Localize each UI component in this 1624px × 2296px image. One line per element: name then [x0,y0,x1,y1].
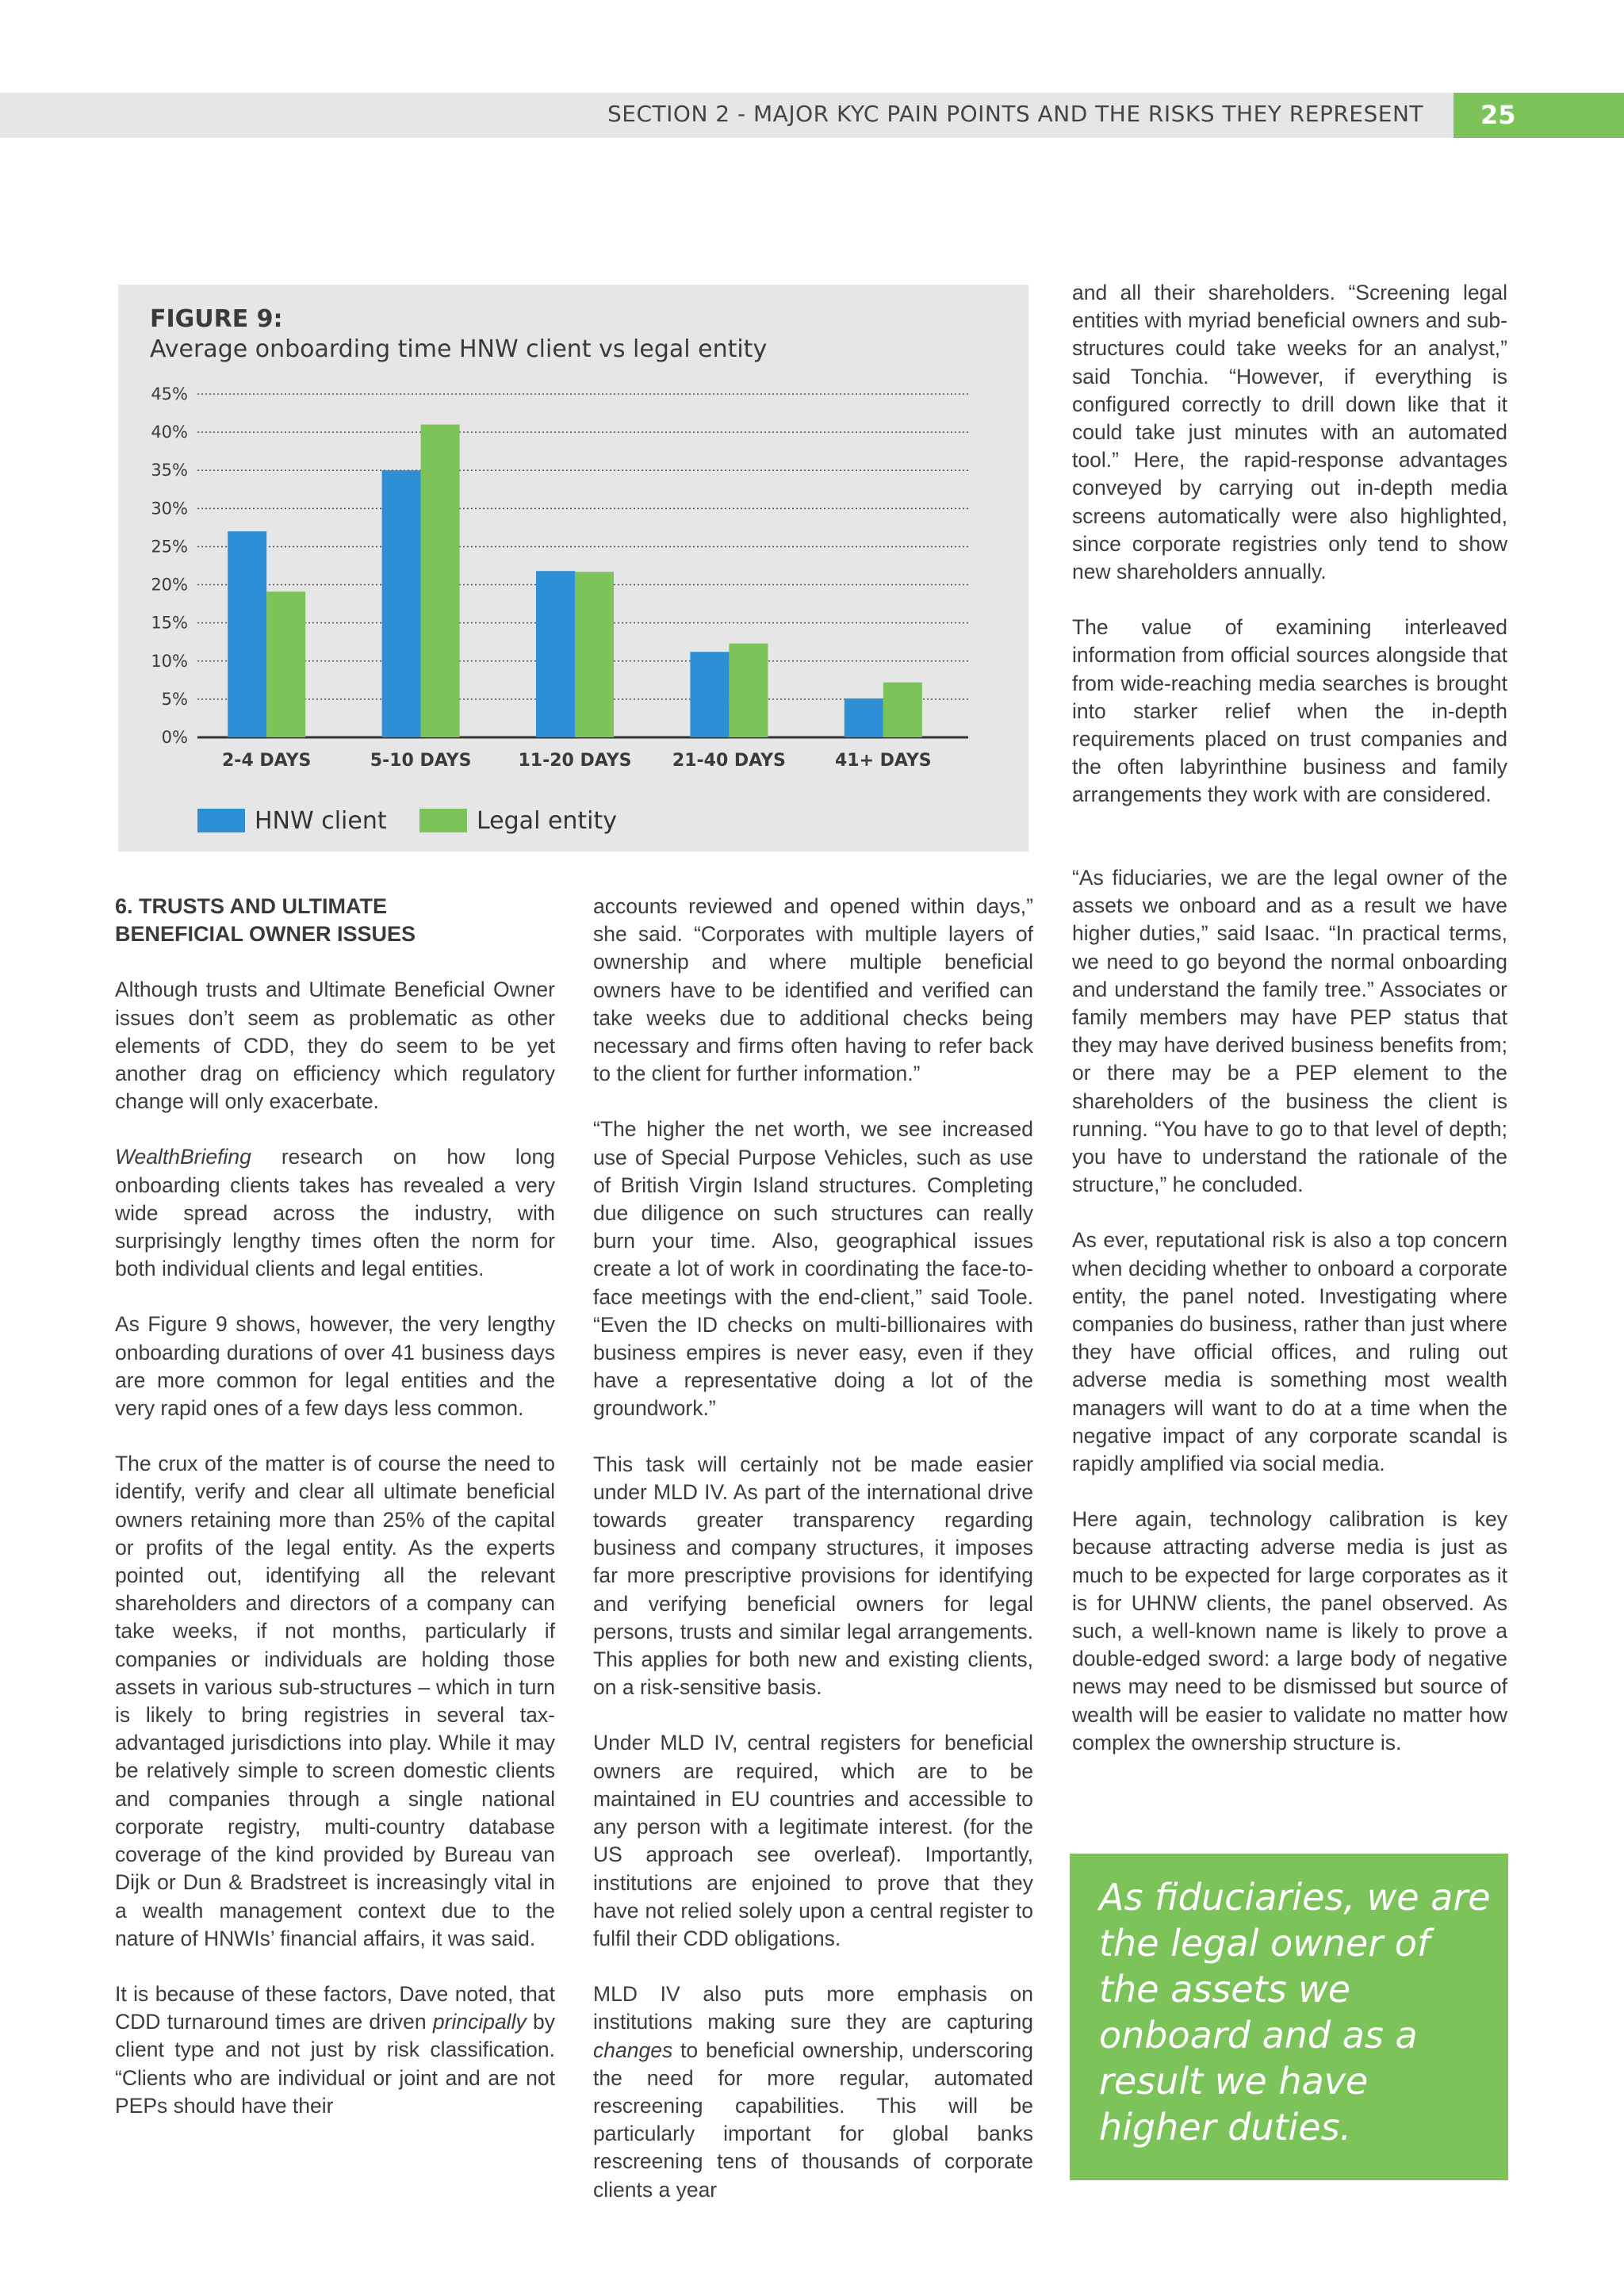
x-category-label: 41+ DAYS [834,751,932,771]
paragraph [115,1143,555,1283]
page-number: 25 [1480,100,1516,130]
paragraph: accounts reviewed and opened within days,” she said. “Corporates with multiple layers of ownership and where multiple beneficial owners have to be identified and verified can take weeks due to additional checks being necessary and firms often having to refer back to the client for further information.” [593,894,1033,1086]
legend-item-legal-entity [419,806,617,835]
pull-quote [1070,1854,1508,2180]
paragraph: “The higher the net worth, we see increased use of Special Purpose Vehicles, such as use of British Virgin Island structures. Completing due diligence on such structures can really burn your time. Also, geographical issues create a lot of work in coordinating the face-to-face meetings with the end-client,” said Toole. “Even the ID checks on multi-billionaires with business empires is never easy, even if they have a representative doing a lot of the groundwork.” [593,1117,1033,1421]
y-tick-label: 25% [151,537,188,557]
emphasis: changes [593,2038,673,2062]
figure-label: FIGURE 9: [150,305,283,333]
x-category-label: 2-4 DAYS [222,751,312,771]
bar-legal-entity [421,424,460,737]
paragraph-text: MLD IV also puts more emphasis on institutions making sure they are capturing [593,1982,1033,2034]
pull-quote-text: As fiduciaries, we are the legal owner of the assets we onboard and as a result we have higher duties. [1099,1876,1491,2149]
bar-chart [118,285,1028,851]
column-right-bottom [1072,864,1507,1757]
column-left [115,893,555,2120]
x-category-label: 21-40 DAYS [672,751,786,771]
section-heading [115,893,555,948]
y-tick-label: 10% [151,651,188,671]
bar-legal-entity [883,683,922,737]
emphasis: principally [432,2010,527,2034]
bar-hnw-client [228,531,266,737]
paragraph: Here again, technology calibration is key because attracting adverse media is just as much to be expected for large corporates as it is for UHNW clients, the panel observed. As such, a well-known name is likely to prove a double-edged sword: a large body of negative news may need to be dismissed but source of wealth will be easier to validate no matter how complex the ownership structure is. [1072,1507,1507,1755]
legend-swatch-hnw [197,809,245,832]
paragraph: Under MLD IV, central registers for beneficial owners are required, which are to be maintained in EU countries and accessible to any person with a legitimate interest. (for the US approach see overleaf). Importantly, institutions are enjoined to prove that they have not relied solely upon a central register to fulfil their CDD obligations. [593,1731,1033,1950]
y-tick-label: 0% [161,728,188,747]
y-tick-label: 30% [151,499,188,519]
paragraph-text: by client type and not just by risk classification. “Clients who are individual or joint and are not PEPs should have their [115,2010,555,2118]
x-category-label: 5-10 DAYS [370,751,472,771]
bar-hnw-client [690,652,729,737]
y-tick-label: 20% [151,575,188,595]
legend-item-hnw-client [197,806,387,835]
paragraph: and all their shareholders. “Screening legal entities with myriad beneficial owners and sub-structures could take weeks for an analyst,” said Tonchia. “However, if everything is configured correctly to drill down like that it could take just minutes with an automated tool.” Here, the rapid-response advantages conveyed by carrying out in-depth media screens automatically were also highlighted, since corporate registries only tend to show new shareholders annually. [1072,281,1507,584]
y-tick-label: 5% [161,689,188,709]
paragraph-text: It is because of these factors, Dave noted, that CDD turnaround times are driven [115,1981,555,2034]
figure-caption: Average onboarding time HNW client vs legal entity [150,335,768,363]
paragraph: The crux of the matter is of course the need to identify, verify and clear all ultimate beneficial owners retaining more than 25% of the capital or profits of the legal entity. As the experts pointed out, identifying all the relevant shareholders and directors of a company can take weeks, if not months, particularly if companies or individuals are holding those assets in various sub-structures – which in turn is likely to bring registries in several tax-advantaged jurisdictions into play. While it may be relatively simple to screen domestic clients and companies through a single national corporate registry, multi-country database coverage of the kind provided by Bureau van Dijk or Dun & Bradstreet is increasingly vital in a wealth management context due to the nature of HNWIs’ financial affairs, it was said. [115,1452,555,1950]
page-number-badge [1454,93,1624,138]
y-tick-label: 40% [151,423,188,442]
column-right-top [1072,279,1507,809]
bar-legal-entity [729,644,768,737]
paragraph: “As fiduciaries, we are the legal owner of the assets we onboard and as a result we have higher duties,” said Isaac. “In practical terms, we need to go beyond the normal onboarding and understand the family tree.” Associates or family members may have PEP status that they may have derived business benefits from; or there may be a PEP element to the shareholders of the business the client is running. “You have to go to that level of depth; you have to understand the rationale of the structure,” he concluded. [1072,866,1507,1197]
bar-hnw-client [382,470,421,737]
y-tick-label: 35% [151,461,188,480]
column-middle [593,893,1033,2204]
legend-label-hnw: HNW client [255,806,387,835]
paragraph: As Figure 9 shows, however, the very lengthy onboarding durations of over 41 business days are more common for legal entities and the very rapid ones of a few days less common. [115,1312,555,1421]
paragraph: Although trusts and Ultimate Beneficial Owner issues don’t seem as problematic as other elements of CDD, they do seem to be yet another drag on efficiency which regulatory change will only exacerbate. [115,978,555,1114]
paragraph [593,1980,1033,2204]
section-title: SECTION 2 - MAJOR KYC PAIN POINTS AND THE RISKS THEY REPRESENT [607,101,1423,127]
bar-hnw-client [845,698,883,737]
legend-swatch-legal [419,809,467,832]
heading-line-1: 6. TRUSTS AND ULTIMATE [115,894,387,918]
y-tick-label: 45% [151,385,188,404]
legend-label-legal: Legal entity [477,806,618,835]
bar-hnw-client [536,571,575,737]
paragraph: As ever, reputational risk is also a top concern when deciding whether to onboard a corporate entity, the panel noted. Investigating where companies do business, rather than just where they have official offices, and ruling out adverse media is something most wealth managers will want to do at a time when the negative impact of any corporate scandal is rapidly amplified via social media. [1072,1228,1507,1476]
paragraph [115,1980,555,2120]
bar-legal-entity [575,572,614,737]
bar-legal-entity [266,591,305,737]
paragraph-text: to beneficial ownership, underscoring the need for more regular, automated rescreening capabilities. This will be particularly important for global banks rescreening tens of thousands of corporate clients a year [593,2038,1033,2202]
paragraph: This task will certainly not be made easier under MLD IV. As part of the international drive towards greater transparency regarding business and company structures, it imposes far more prescriptive provisions for identifying and verifying beneficial owners for legal persons, trusts and similar legal arrangements. This applies for both new and existing clients, on a risk-sensitive basis. [593,1452,1033,1700]
figure-9 [118,285,1028,851]
publication-name: WealthBriefing [115,1145,251,1169]
paragraph-text: research on how long onboarding clients takes has revealed a very wide spread across the industry, with surprisingly lengthy times often the norm for both individual clients and legal entities. [115,1145,555,1281]
heading-line-2: BENEFICIAL OWNER ISSUES [115,922,416,947]
x-category-label: 11-20 DAYS [518,751,632,771]
y-tick-label: 15% [151,613,188,633]
paragraph: The value of examining interleaved information from official sources alongside that from wide-reaching media searches is brought into starker relief when the in-depth requirements placed on trust companies and the often labyrinthine business and family arrangements they work with are considered. [1072,615,1507,807]
